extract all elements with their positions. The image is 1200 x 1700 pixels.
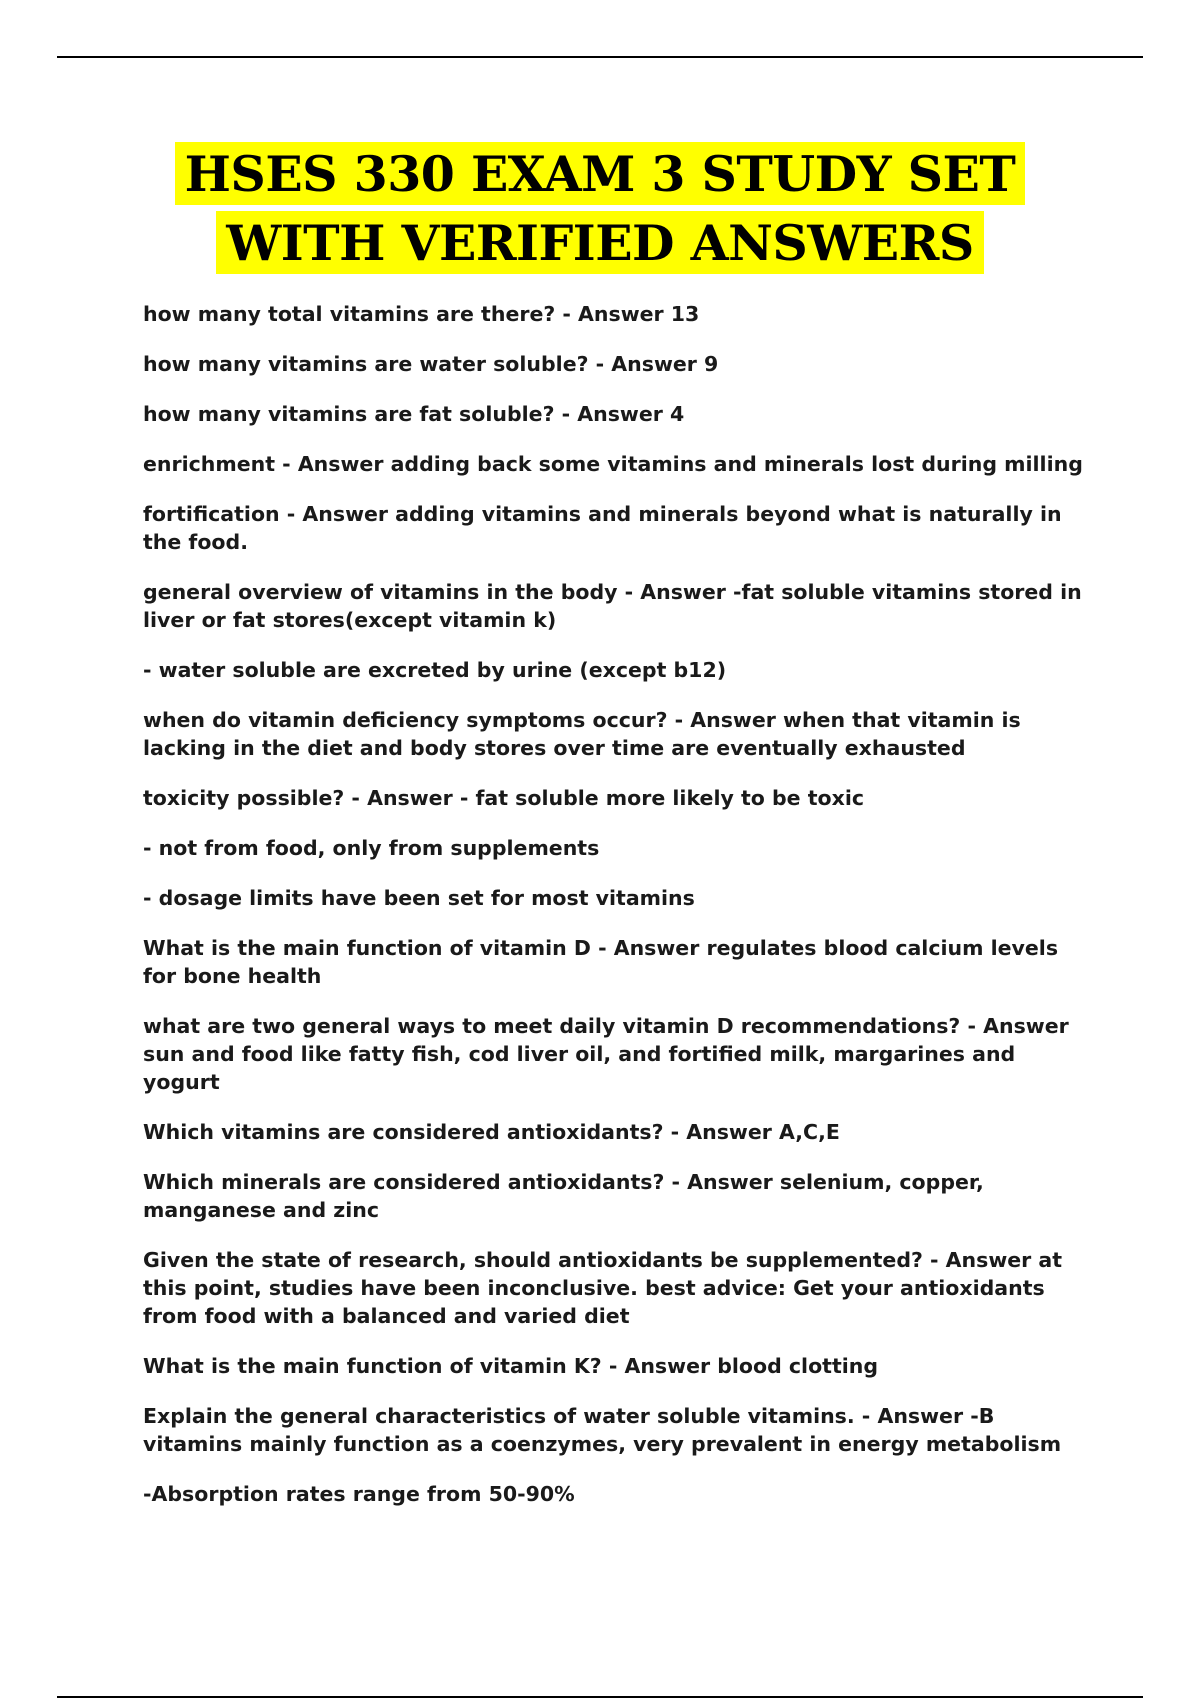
qa-entry: - water soluble are excreted by urine (except b12)	[143, 658, 727, 682]
qa-entry: toxicity possible? - Answer - fat soluble more likely to be toxic	[143, 786, 864, 810]
qa-entry: Which vitamins are considered antioxidants? - Answer A,C,E	[143, 1120, 840, 1144]
qa-entry: what are two general ways to meet daily vitamin D recommendations? - Answer sun and food like fatty fish, cod liver oil, and fortified milk, margarines and yogurt	[143, 1014, 1069, 1094]
qa-entry: What is the main function of vitamin D - Answer regulates blood calcium levels for bone health	[143, 936, 1059, 988]
study-set-body	[143, 300, 1088, 1530]
top-divider	[57, 56, 1143, 58]
qa-entry: general overview of vitamins in the body - Answer -fat soluble vitamins stored in liver or fat stores(except vitamin k)	[143, 580, 1082, 632]
title-line-2: WITH VERIFIED ANSWERS	[216, 211, 984, 274]
qa-entry: Given the state of research, should antioxidants be supplemented? - Answer at this point, studies have been inconclusive. best advice: Get your antioxidants from food with a balanced and varied diet	[143, 1248, 1063, 1328]
qa-entry: how many total vitamins are there? - Answer 13	[143, 302, 700, 326]
qa-entry: how many vitamins are fat soluble? - Answer 4	[143, 402, 685, 426]
qa-entry: Which minerals are considered antioxidants? - Answer selenium, copper, manganese and zinc	[143, 1170, 984, 1222]
title-line-1: HSES 330 EXAM 3 STUDY SET	[175, 142, 1026, 205]
qa-entry: Explain the general characteristics of water soluble vitamins. - Answer -B vitamins mainly function as a coenzymes, very prevalent in energy metabolism	[143, 1404, 1062, 1456]
qa-entry: What is the main function of vitamin K? - Answer blood clotting	[143, 1354, 879, 1378]
document-title	[0, 142, 1200, 274]
qa-entry: how many vitamins are water soluble? - Answer 9	[143, 352, 719, 376]
qa-entry: - not from food, only from supplements	[143, 836, 600, 860]
qa-entry: - dosage limits have been set for most vitamins	[143, 886, 695, 910]
bottom-divider	[57, 1696, 1143, 1698]
qa-entry: enrichment - Answer adding back some vitamins and minerals lost during milling	[143, 452, 1083, 476]
qa-entry: fortification - Answer adding vitamins and minerals beyond what is naturally in the food.	[143, 502, 1062, 554]
qa-entry: -Absorption rates range from 50-90%	[143, 1482, 575, 1506]
qa-entry: when do vitamin deficiency symptoms occur? - Answer when that vitamin is lacking in the diet and body stores over time are eventually exhausted	[143, 708, 1021, 760]
